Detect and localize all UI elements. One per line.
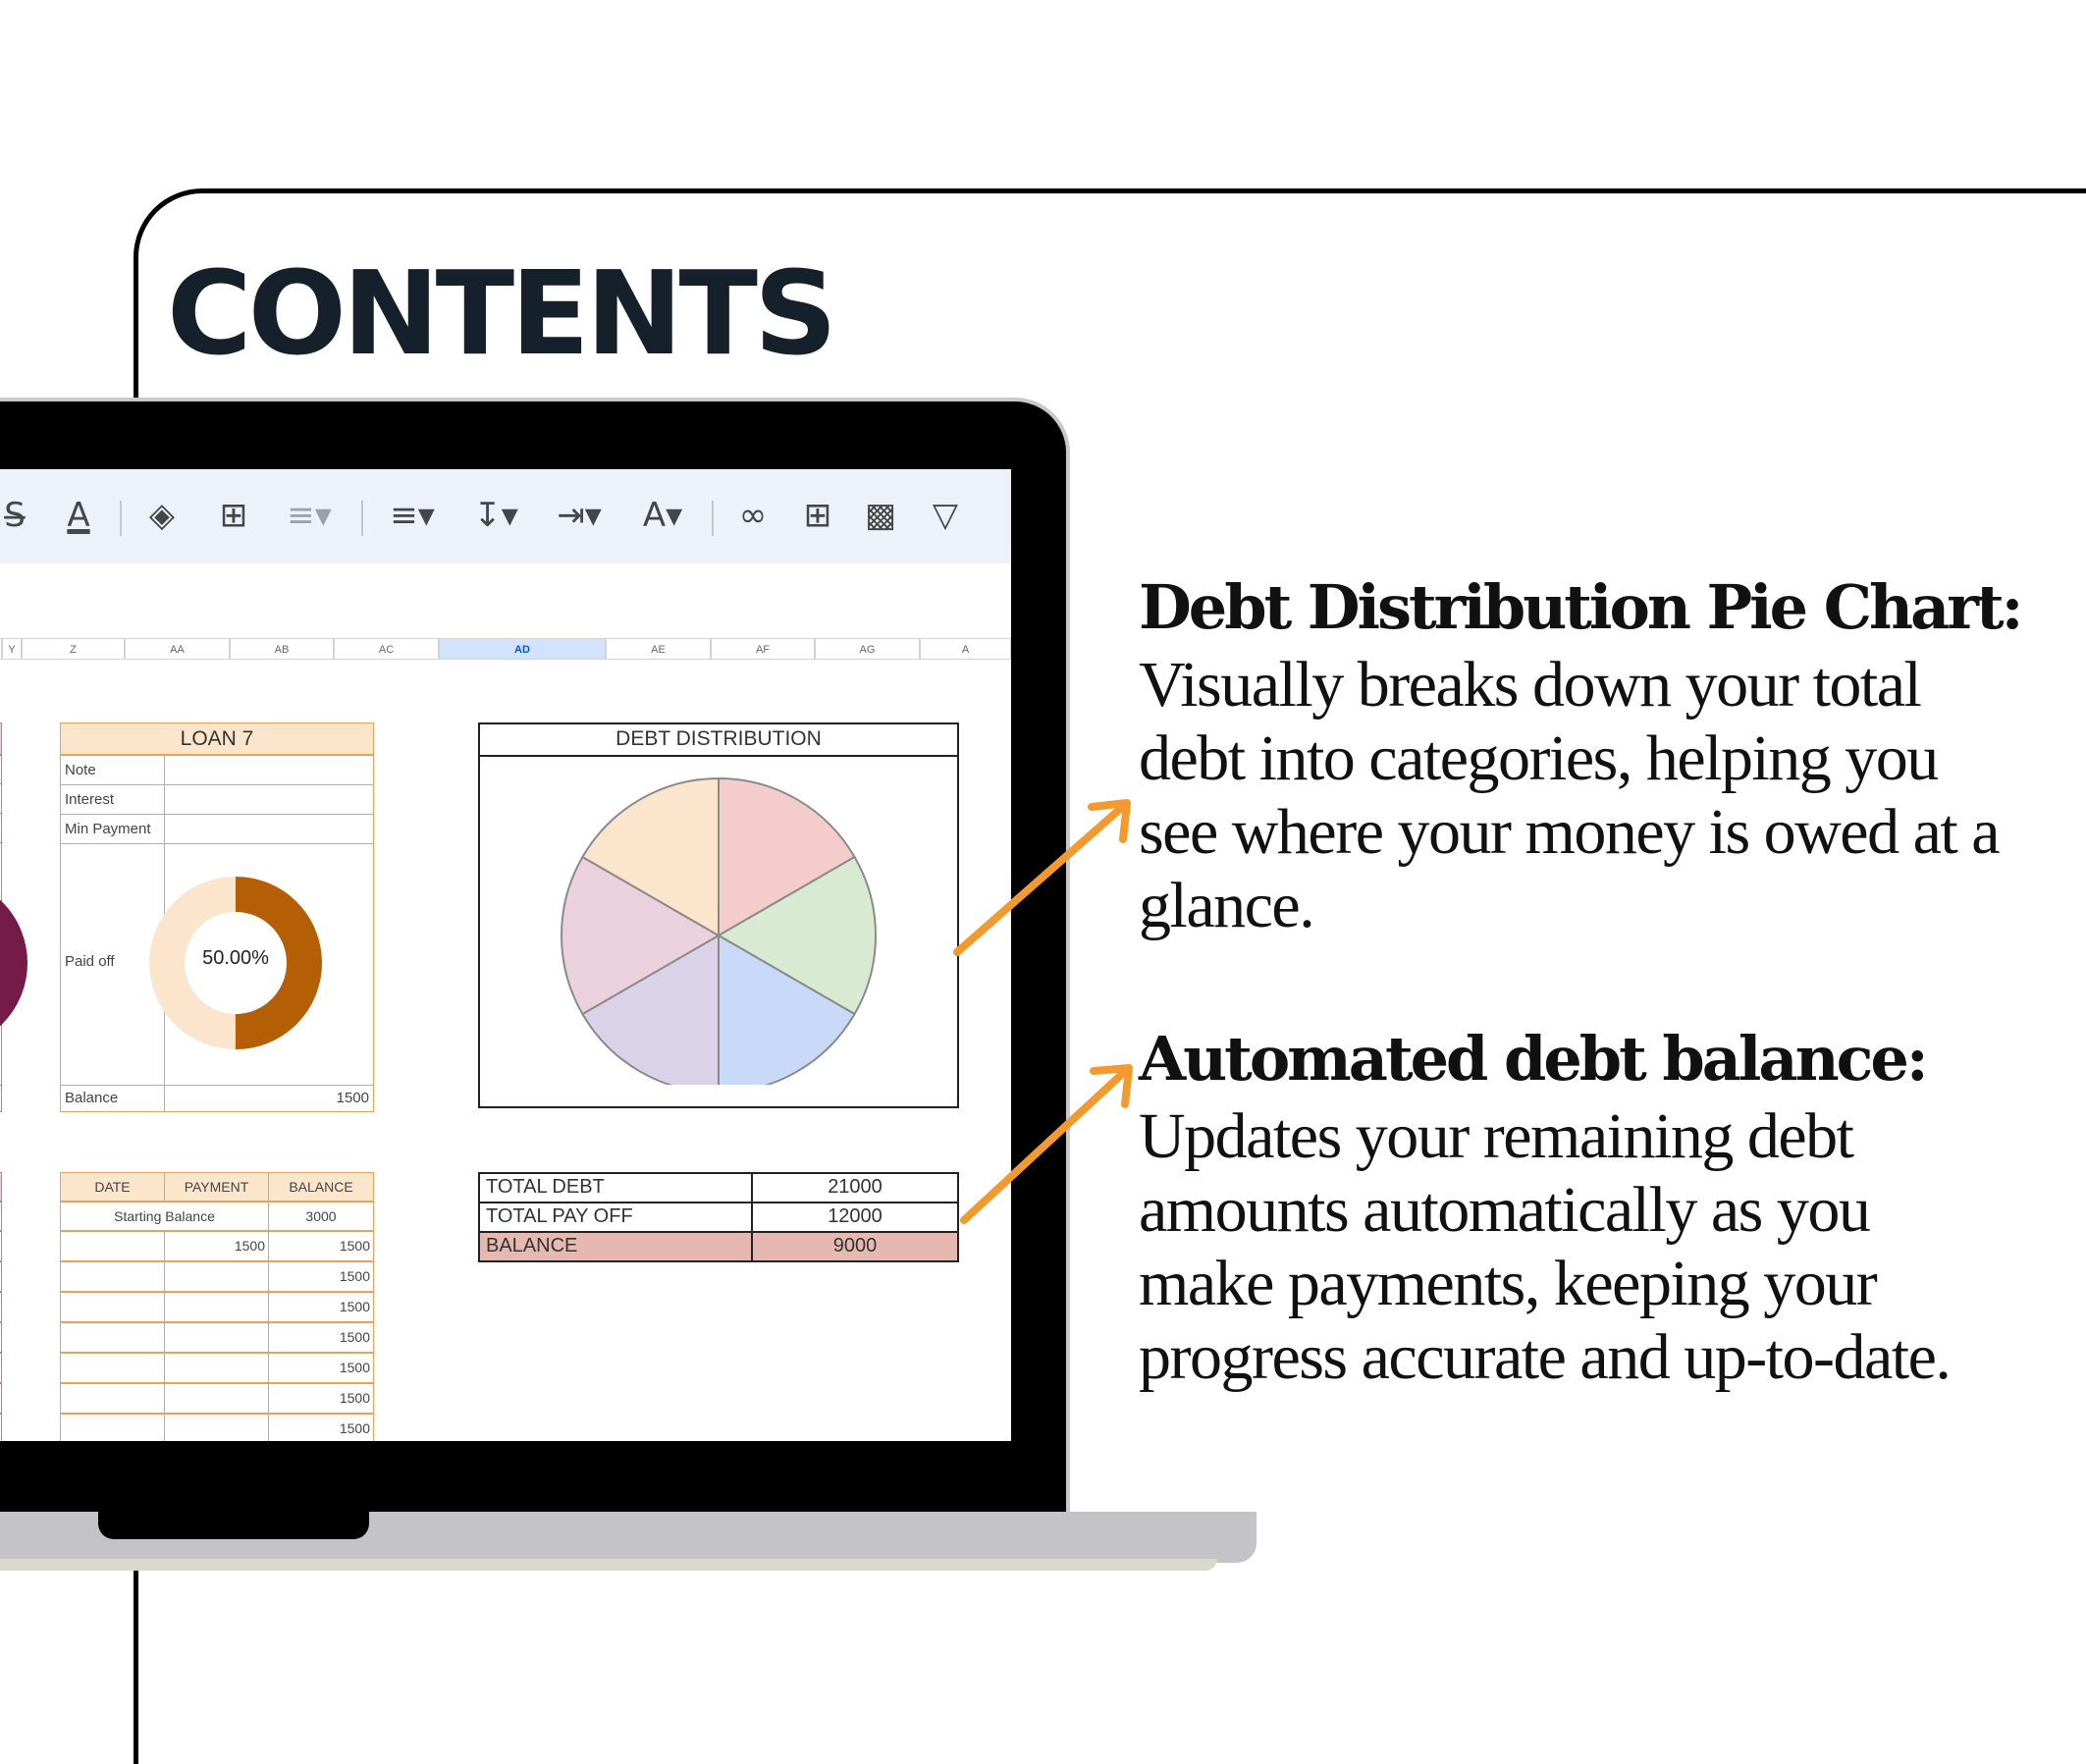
balance-cell[interactable]: 1500 bbox=[268, 1414, 374, 1441]
fill-color-icon[interactable]: ◈ bbox=[148, 496, 176, 535]
feature-body-pie bbox=[1139, 648, 2071, 942]
text-color-icon[interactable]: A bbox=[67, 496, 90, 535]
payment-cell[interactable]: 1500 bbox=[164, 1231, 269, 1261]
borders-icon[interactable]: ⊞ bbox=[219, 496, 248, 535]
debt-distribution-title: DEBT DISTRIBUTION bbox=[480, 724, 957, 757]
total-debt-value: 21000 bbox=[751, 1172, 959, 1203]
column-header-selected[interactable]: AD bbox=[439, 638, 606, 660]
column-header[interactable]: AC bbox=[334, 638, 439, 660]
balance-cell[interactable]: 1500 bbox=[268, 1353, 374, 1383]
column-header[interactable]: AA bbox=[125, 638, 230, 660]
total-payoff-value: 12000 bbox=[751, 1202, 959, 1233]
feature-line: amounts automatically as you bbox=[1139, 1174, 1870, 1246]
balance-cell[interactable]: 1500 bbox=[268, 1383, 374, 1414]
note-label: Note bbox=[60, 755, 165, 785]
feature-body-balance bbox=[1139, 1099, 2071, 1394]
feature-title-pie: Debt Distribution Pie Chart: bbox=[1139, 571, 2021, 643]
feature-line: glance. bbox=[1139, 870, 1314, 941]
feature-line: progress accurate and up-to-date. bbox=[1139, 1321, 1951, 1393]
page-heading: CONTENTS bbox=[167, 245, 833, 381]
starting-balance-value: 3000 bbox=[268, 1202, 374, 1231]
feature-title-balance: Automated debt balance: bbox=[1139, 1023, 1926, 1095]
balance-cell[interactable]: 1500 bbox=[268, 1292, 374, 1322]
arrow-pie bbox=[957, 803, 1127, 952]
column-header[interactable]: AF bbox=[711, 638, 815, 660]
paid-off-label: Paid off bbox=[60, 843, 165, 1086]
arrow-balance bbox=[964, 1068, 1129, 1220]
date-header: DATE bbox=[60, 1172, 165, 1202]
feature-line: make payments, keeping your bbox=[1139, 1248, 1877, 1319]
min-payment-label: Min Payment bbox=[60, 814, 165, 844]
balance-cell[interactable]: 1500 bbox=[268, 1322, 374, 1353]
column-header[interactable]: Z bbox=[22, 638, 125, 660]
align-icon[interactable]: ≡▾ bbox=[390, 496, 435, 535]
loan-title: LOAN 7 bbox=[60, 722, 374, 755]
column-header[interactable]: AB bbox=[230, 638, 334, 660]
paid-off-percent: 50.00% bbox=[202, 947, 269, 969]
strikethrough-icon[interactable]: S̶ bbox=[4, 496, 26, 535]
starting-balance-label: Starting Balance bbox=[60, 1202, 269, 1231]
text-rotation-icon[interactable]: A▾ bbox=[642, 496, 683, 535]
balance-label: Balance bbox=[60, 1085, 165, 1112]
column-header[interactable]: A bbox=[920, 638, 1011, 660]
balance-cell[interactable]: 1500 bbox=[268, 1231, 374, 1261]
link-icon[interactable]: ∞ bbox=[738, 496, 768, 535]
balance-total-label: BALANCE bbox=[478, 1231, 753, 1262]
balance-cell[interactable]: 1500 bbox=[268, 1261, 374, 1292]
interest-label: Interest bbox=[60, 784, 165, 815]
vertical-align-icon[interactable]: ↧▾ bbox=[473, 496, 518, 535]
chart-icon[interactable]: ▩ bbox=[864, 496, 897, 535]
comment-icon[interactable]: ⊞ bbox=[803, 496, 832, 535]
feature-line: see where your money is owed at a bbox=[1139, 796, 2000, 868]
balance-value: 1500 bbox=[164, 1085, 374, 1112]
merge-cells-icon[interactable]: ≡▾ bbox=[287, 496, 332, 535]
balance-header: BALANCE bbox=[268, 1172, 374, 1202]
feature-line: Visually breaks down your total bbox=[1139, 649, 1921, 721]
column-header[interactable]: AE bbox=[606, 638, 711, 660]
feature-line: Updates your remaining debt bbox=[1139, 1100, 1853, 1172]
total-payoff-label: TOTAL PAY OFF bbox=[478, 1202, 753, 1233]
balance-total-value: 9000 bbox=[751, 1231, 959, 1262]
column-header[interactable]: AG bbox=[815, 638, 920, 660]
total-debt-label: TOTAL DEBT bbox=[478, 1172, 753, 1203]
payment-header: PAYMENT bbox=[164, 1172, 269, 1202]
feature-line: debt into categories, helping you bbox=[1139, 722, 1938, 794]
text-wrap-icon[interactable]: ⇥▾ bbox=[557, 496, 602, 535]
filter-icon[interactable]: ▽ bbox=[932, 496, 959, 535]
column-header[interactable]: Y bbox=[2, 638, 22, 660]
